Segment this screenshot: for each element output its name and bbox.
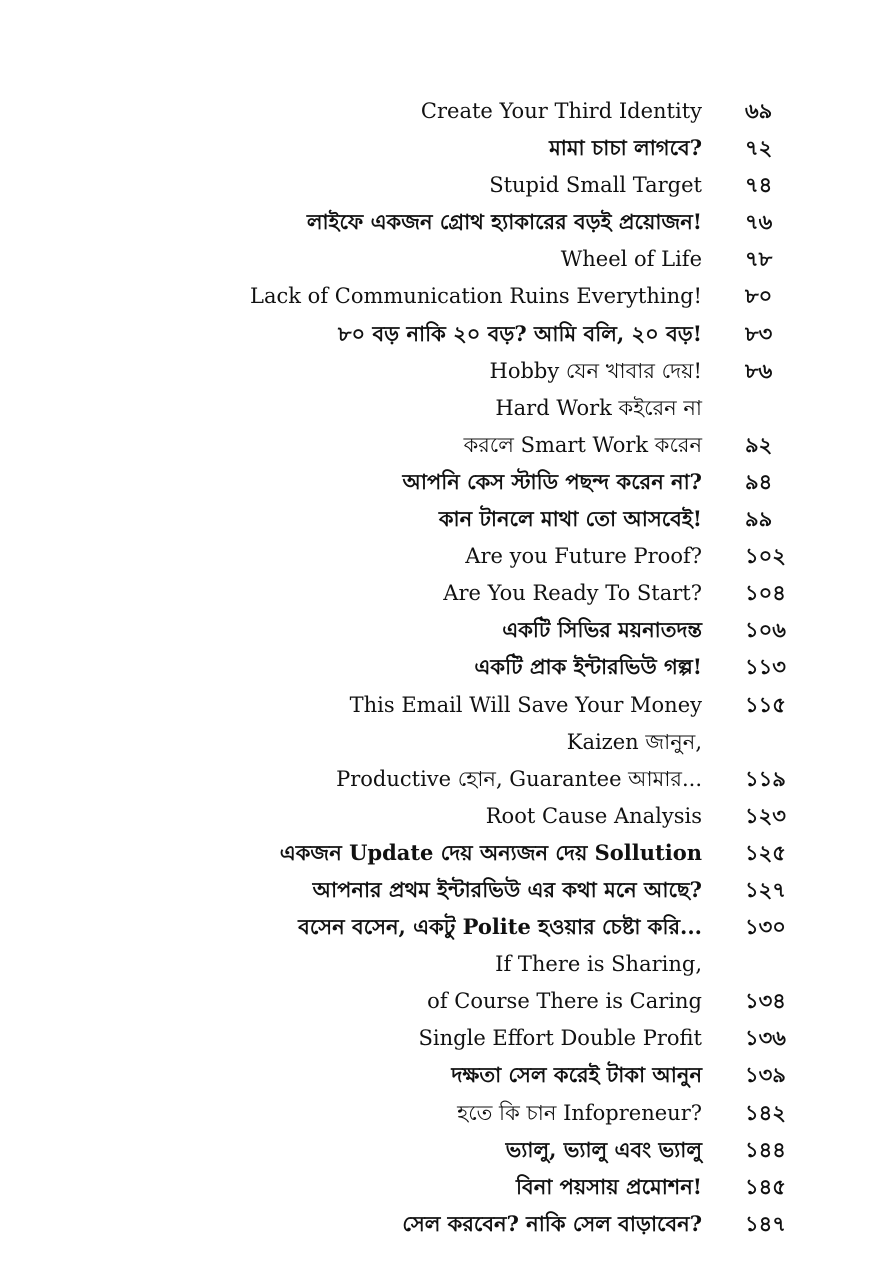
toc-entry-page: ৭২ [745, 135, 773, 161]
toc-entry-page: ১৩৪ [745, 988, 786, 1014]
toc-entry [0, 575, 870, 612]
toc-entry-title: Root Cause Analysis [485, 803, 702, 828]
toc-entry [0, 1095, 870, 1132]
toc-entry-title: Are you Future Proof? [465, 544, 702, 569]
toc-entry [0, 1206, 870, 1243]
toc-entry [0, 1020, 870, 1057]
toc-entry-title: কান টানলে মাথা তো আসবেই! [438, 506, 702, 532]
toc-entry-title: Are You Ready To Start? [443, 581, 702, 606]
toc-entry-title: Lack of Communication Ruins Everything! [250, 284, 702, 309]
toc-entry [0, 390, 870, 427]
toc-entry-title: মামা চাচা লাগবে? [549, 135, 702, 161]
toc-entry-page: ১৩৬ [745, 1025, 786, 1051]
toc-entry-page: ৮৬ [745, 357, 773, 383]
toc-entry-page: ১২৫ [745, 839, 786, 865]
toc-entry-page: ১৪৪ [745, 1136, 786, 1162]
toc-entry [0, 909, 870, 946]
toc-entry [0, 946, 870, 983]
toc-entry [0, 761, 870, 798]
toc-entry-title: Hobby যেন খাবার দেয়! [489, 358, 702, 383]
toc-entry-page: ৭৬ [745, 209, 773, 235]
toc-entry [0, 93, 870, 130]
toc-entry-title: একটি প্রাক ইন্টারভিউ গল্প! [474, 654, 702, 680]
toc-entry [0, 724, 870, 761]
toc-entry [0, 501, 870, 538]
toc-entry-page: ৭৮ [745, 246, 773, 272]
toc-entry-page: ১২৩ [745, 802, 786, 828]
toc-entry-title: Wheel of Life [560, 247, 702, 272]
toc-entry [0, 612, 870, 649]
toc-entry-title: একটি সিভির ময়নাতদন্ত [502, 617, 702, 643]
toc-entry-title: বিনা পয়সায় প্রমোশন! [516, 1173, 702, 1199]
toc-entry-title: Productive হোন, Guarantee আমার... [336, 766, 702, 791]
toc-entry [0, 316, 870, 353]
toc-entry [0, 167, 870, 204]
toc-entry-page: ১০২ [745, 543, 786, 569]
toc-entry [0, 464, 870, 501]
toc-entry-title: বসেন বসেন, একটু Polite হওয়ার চেষ্টা করি... [298, 914, 702, 940]
toc-entry-title: ৮০ বড় নাকি ২০ বড়? আমি বলি, ২০ বড়! [337, 320, 702, 346]
toc-entry-title: Create Your Third Identity [420, 99, 702, 123]
toc-entry-title: করলে Smart Work করেন [463, 432, 702, 457]
toc-entry-page: ৯২ [745, 431, 773, 457]
toc-entry-page: ৯৪ [745, 468, 773, 494]
toc-entry-title: আপনি কেস স্টাডি পছন্দ করেন না? [402, 468, 702, 494]
toc-entry-page: ১৪৭ [745, 1210, 786, 1236]
toc-entry-page: ১৩০ [745, 914, 786, 940]
toc-entry [0, 204, 870, 241]
toc-entry-page: ১০৪ [745, 580, 786, 606]
toc-entry-title: হতে কি চান Infopreneur? [457, 1100, 702, 1125]
toc-entry [0, 687, 870, 724]
table-of-contents [0, 93, 870, 1243]
toc-entry [0, 872, 870, 909]
toc-entry-page: ৭৪ [745, 172, 773, 198]
toc-entry-title: Kaizen জানুন, [566, 729, 702, 754]
toc-entry-page: ১৪২ [745, 1099, 786, 1125]
toc-entry [0, 427, 870, 464]
toc-entry-page: ৯৯ [745, 506, 773, 532]
toc-entry [0, 1132, 870, 1169]
toc-entry-title: দক্ষতা সেল করেই টাকা আনুন [451, 1062, 702, 1088]
toc-entry-title: লাইফে একজন গ্রোথ হ্যাকারের বড়ই প্রয়োজন! [306, 209, 702, 235]
toc-entry [0, 649, 870, 686]
toc-entry [0, 353, 870, 390]
toc-entry-title: of Course There is Caring [427, 989, 702, 1014]
toc-entry-page: ১১৩ [745, 654, 786, 680]
toc-entry [0, 798, 870, 835]
toc-entry-page: ১১৯ [745, 765, 786, 791]
toc-entry-title: This Email Will Save Your Money [349, 692, 702, 717]
toc-entry-page: ১২৭ [745, 876, 786, 902]
toc-entry [0, 1169, 870, 1206]
toc-entry-page: ১৪৫ [745, 1173, 786, 1199]
toc-entry-page: ১১৫ [745, 691, 786, 717]
toc-entry-page: ১০৬ [745, 617, 786, 643]
toc-entry-page: ৮৩ [745, 320, 773, 346]
toc-entry-title: Hard Work কইরেন না [495, 395, 702, 420]
toc-entry-page: ৮০ [745, 283, 773, 309]
toc-entry [0, 278, 870, 315]
toc-entry [0, 1057, 870, 1094]
toc-entry-title: আপনার প্রথম ইন্টারভিউ এর কথা মনে আছে? [312, 876, 702, 902]
toc-entry-page: ৬৯ [745, 98, 773, 123]
toc-entry-title: If There is Sharing, [495, 952, 702, 977]
toc-entry [0, 983, 870, 1020]
toc-entry [0, 538, 870, 575]
toc-entry-title: Stupid Small Target [489, 173, 702, 198]
toc-entry-title: Single Effort Double Profit [418, 1026, 702, 1051]
toc-entry-title: ভ্যালু, ভ্যালু এবং ভ্যালু [505, 1136, 702, 1162]
toc-entry-page: ১৩৯ [745, 1062, 786, 1088]
toc-entry [0, 835, 870, 872]
toc-entry [0, 241, 870, 278]
toc-entry-title: সেল করবেন? নাকি সেল বাড়াবেন? [402, 1210, 702, 1236]
toc-entry-title: একজন Update দেয় অন্যজন দেয় Sollution [279, 839, 702, 865]
toc-entry [0, 130, 870, 167]
